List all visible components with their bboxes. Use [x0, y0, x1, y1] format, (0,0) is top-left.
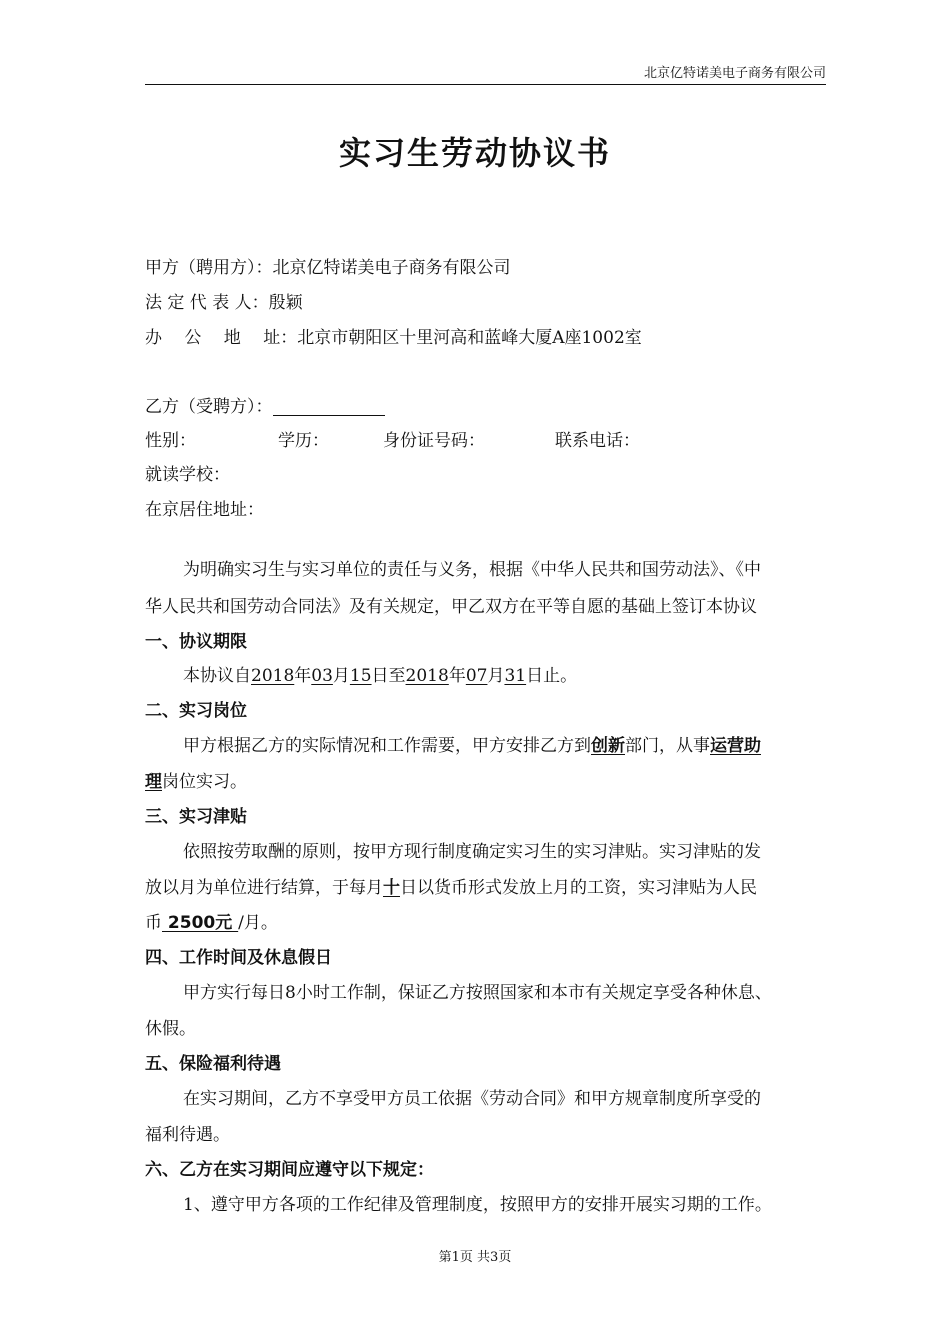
party-a-name-line	[145, 256, 511, 280]
section-6-heading: 六、乙方在实习期间应遵守以下规定：	[145, 1160, 434, 1180]
term-text-end: 日止。	[526, 666, 578, 686]
residence-address-label: 在京居住地址：	[145, 500, 264, 520]
end-month: 07	[465, 666, 488, 686]
id-number-label: 身份证号码：	[383, 431, 485, 451]
section-4-line-1: 甲方实行每日8小时工作制，保证乙方按照国家和本市有关规定享受各种休息、	[183, 983, 772, 1003]
allowance-amount: 2500元	[162, 913, 239, 933]
post-text-b: 部门，从事	[625, 736, 710, 756]
party-a-name-label: 甲方（聘用方）：	[145, 258, 273, 278]
intro-line-1: 为明确实习生与实习单位的责任与义务，根据《中华人民共和国劳动法》、《中	[183, 560, 761, 580]
post-text-a: 甲方根据乙方的实际情况和工作需要，甲方安排乙方到	[183, 736, 591, 756]
school-label: 就读学校：	[145, 465, 230, 485]
gender-label: 性别：	[145, 431, 196, 451]
section-5-line-1: 在实习期间，乙方不享受甲方员工依据《劳动合同》和甲方规章制度所享受的	[183, 1089, 761, 1109]
phone-label: 联系电话：	[555, 431, 640, 451]
intro-line-2: 华人民共和国劳动合同法》及有关规定，甲乙双方在平等自愿的基础上签订本协议	[145, 597, 757, 617]
section-1-body	[183, 664, 577, 688]
term-month-unit: 月	[332, 666, 350, 686]
department: 创新	[591, 736, 625, 756]
party-a-rep-label: 法 定 代 表 人：	[145, 293, 269, 313]
header-company: 北京亿特诺美电子商务有限公司	[643, 66, 826, 81]
allowance-text-b: 日以货币形式发放上月的工资，实习津贴为人民	[400, 878, 757, 898]
start-day: 15	[349, 666, 372, 686]
party-a-rep-line	[145, 291, 303, 315]
section-5-heading: 五、保险福利待遇	[145, 1054, 281, 1074]
party-a-rep: 殷颖	[268, 293, 303, 313]
allowance-text-c: 币	[145, 913, 162, 933]
start-year: 2018	[251, 666, 295, 686]
payday: 十	[383, 878, 400, 898]
section-3-line-3	[145, 911, 278, 935]
party-a-address: 北京市朝阳区十里河高和蓝峰大厦A座1002室	[297, 328, 642, 348]
document-title: 实习生劳动协议书	[338, 134, 611, 172]
section-2-body-line-2	[145, 770, 247, 794]
party-b-name-label: 乙方（受聘方）：	[145, 397, 273, 417]
page-number: 第1页 共3页	[438, 1250, 512, 1265]
term-year-unit-2: 年	[448, 666, 466, 686]
section-2-heading: 二、实习岗位	[145, 701, 247, 721]
party-a-address-label: 办 公 地 址：	[145, 328, 298, 348]
role-part-1: 运营助	[710, 736, 761, 756]
section-3-line-1: 依照按劳取酬的原则，按甲方现行制度确定实习生的实习津贴。实习津贴的发	[183, 842, 761, 862]
end-day: 31	[504, 666, 527, 686]
section-4-heading: 四、工作时间及休息假日	[145, 948, 332, 968]
term-text-start: 本协议自	[183, 666, 251, 686]
allowance-text-a: 放以月为单位进行结算，于每月	[145, 878, 383, 898]
party-b-name-blank[interactable]	[273, 397, 385, 416]
party-a-name: 北京亿特诺美电子商务有限公司	[272, 258, 511, 278]
section-2-body-line-1	[183, 734, 761, 758]
term-day-unit: 日至	[371, 666, 406, 686]
party-a-address-line	[145, 326, 642, 350]
section-6-item-1: 1、遵守甲方各项的工作纪律及管理制度，按照甲方的安排开展实习期的工作。	[183, 1195, 772, 1215]
allowance-text-d: /月。	[238, 913, 278, 933]
term-month-unit-2: 月	[487, 666, 505, 686]
role-part-2: 理	[145, 772, 162, 792]
party-b-name-line	[145, 395, 385, 419]
section-4-line-2: 休假。	[145, 1019, 196, 1039]
section-1-heading: 一、协议期限	[145, 632, 247, 652]
end-year: 2018	[405, 666, 449, 686]
term-year-unit: 年	[294, 666, 312, 686]
section-3-heading: 三、实习津贴	[145, 807, 247, 827]
header-divider	[145, 84, 826, 85]
section-3-line-2	[145, 876, 757, 900]
section-5-line-2: 福利待遇。	[145, 1125, 230, 1145]
education-label: 学历：	[278, 431, 329, 451]
post-text-c: 岗位实习。	[162, 772, 247, 792]
start-month: 03	[311, 666, 333, 686]
